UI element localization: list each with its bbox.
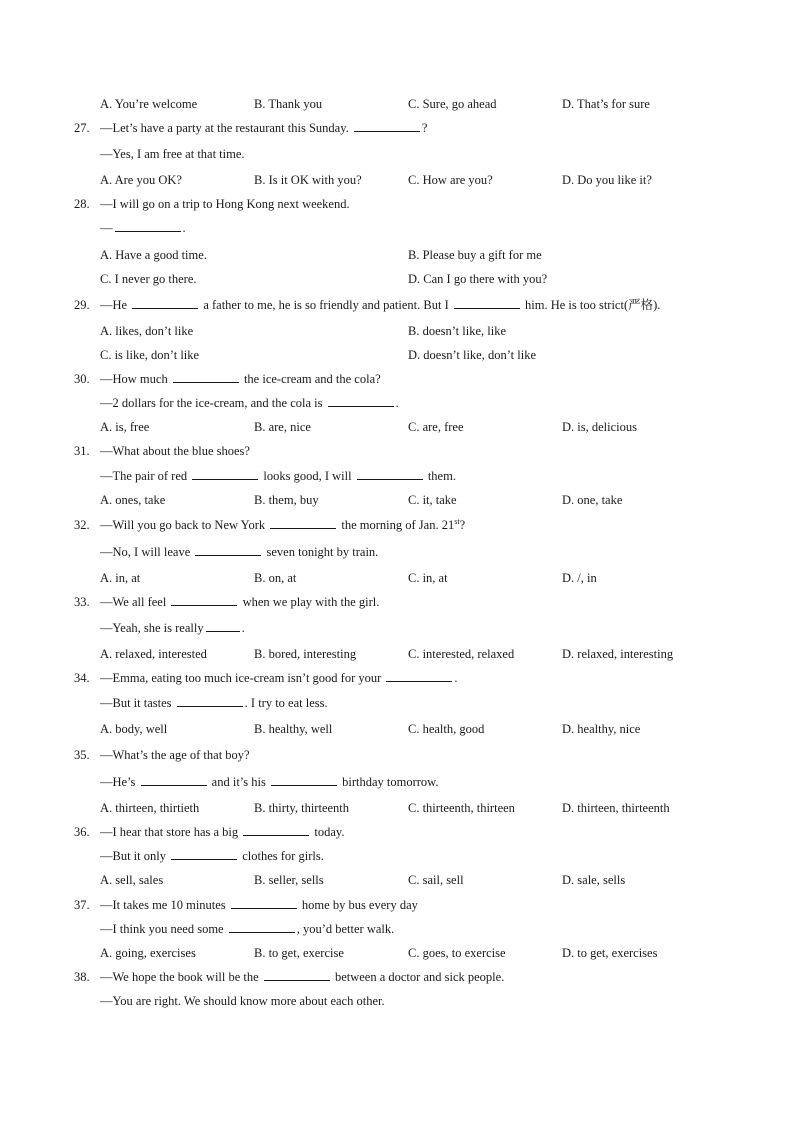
q29-options-row1 xyxy=(0,322,794,340)
q28-option-b[interactable]: B. Please buy a gift for me xyxy=(408,248,542,262)
q34-period: . xyxy=(454,671,458,685)
q28-option-c[interactable]: C. I never go there. xyxy=(100,272,197,286)
q29-option-d[interactable]: D. doesn’t like, don’t like xyxy=(408,348,536,362)
q37-text-a: —It takes me 10 minutes xyxy=(100,898,226,912)
q31-text-c: them. xyxy=(427,469,456,483)
q31-line2 xyxy=(0,467,794,485)
q34-response-b: . I try to eat less. xyxy=(244,696,328,710)
q31-blank-2[interactable] xyxy=(357,467,423,480)
q35-option-a[interactable]: A. thirteen, thirtieth xyxy=(100,801,200,815)
q35-text-b: and it’s his xyxy=(211,775,266,789)
q36-option-c[interactable]: C. sail, sell xyxy=(408,873,464,887)
q35-option-d[interactable]: D. thirteen, thirteenth xyxy=(562,801,670,815)
q28-option-d[interactable]: D. Can I go there with you? xyxy=(408,272,548,286)
q27-options xyxy=(0,171,794,189)
q33-response: —Yeah, she is really xyxy=(100,621,204,635)
q35-text-c: birthday tomorrow. xyxy=(342,775,439,789)
q32-text-c: ? xyxy=(459,518,466,532)
q37-response-a: —I think you need some xyxy=(100,922,224,936)
q37-blank-2[interactable] xyxy=(229,920,295,933)
q27-option-c[interactable]: C. How are you? xyxy=(408,173,493,187)
q34-text: —Emma, eating too much ice-cream isn’t good for your xyxy=(100,671,382,685)
q36-line1 xyxy=(0,823,794,841)
q31-option-d[interactable]: D. one, take xyxy=(562,493,623,507)
q37-option-b[interactable]: B. to get, exercise xyxy=(254,946,344,960)
q37-option-a[interactable]: A. going, exercises xyxy=(100,946,196,960)
q33-line2 xyxy=(0,619,794,637)
q38-number: 38. xyxy=(74,970,90,984)
q28-period: . xyxy=(182,221,186,235)
q38-response: —You are right. We should know more about each other. xyxy=(100,994,385,1008)
q34-option-d[interactable]: D. healthy, nice xyxy=(562,722,641,736)
q32-number: 32. xyxy=(74,518,90,532)
q38-text-a: —We hope the book will be the xyxy=(100,970,259,984)
q31-option-b[interactable]: B. them, buy xyxy=(254,493,319,507)
q36-options xyxy=(0,871,794,889)
q35-option-c[interactable]: C. thirteenth, thirteen xyxy=(408,801,515,815)
q34-options xyxy=(0,720,794,738)
q34-blank-1[interactable] xyxy=(386,669,452,682)
q35-option-b[interactable]: B. thirty, thirteenth xyxy=(254,801,350,815)
q32-superscript: st xyxy=(454,516,460,526)
q29-option-c[interactable]: C. is like, don’t like xyxy=(100,348,200,362)
q32-option-d[interactable]: D. /, in xyxy=(562,571,597,585)
q32-line2 xyxy=(0,543,794,561)
q27-text-end: ? xyxy=(421,121,428,135)
q29-text-a: —He xyxy=(100,298,128,312)
q33-text-b: when we play with the girl. xyxy=(242,595,380,609)
q37-text-b: home by bus every day xyxy=(301,898,418,912)
q31-options xyxy=(0,491,794,509)
q26-option-b[interactable]: B. Thank you xyxy=(254,97,323,111)
q36-option-d[interactable]: D. sale, sells xyxy=(562,873,626,887)
q36-blank-1[interactable] xyxy=(243,823,309,836)
q34-response-a: —But it tastes xyxy=(100,696,172,710)
q27-option-a[interactable]: A. Are you OK? xyxy=(100,173,182,187)
q33-blank-1[interactable] xyxy=(171,593,237,606)
q27-option-d[interactable]: D. Do you like it? xyxy=(562,173,652,187)
q38-blank[interactable] xyxy=(264,968,330,981)
q30-line2 xyxy=(0,394,794,412)
q28-options-row2 xyxy=(0,270,794,288)
q37-blank-1[interactable] xyxy=(231,896,297,909)
q34-option-c[interactable]: C. health, good xyxy=(408,722,485,736)
q31-text-a: —The pair of red xyxy=(100,469,188,483)
q37-option-d[interactable]: D. to get, exercises xyxy=(562,946,658,960)
q28-dash: — xyxy=(100,221,113,235)
q30-line1 xyxy=(0,370,794,388)
q29-options-row2 xyxy=(0,346,794,364)
q29-option-b[interactable]: B. doesn’t like, like xyxy=(408,324,507,338)
q35-text: —What’s the age of that boy? xyxy=(100,748,250,762)
q36-number: 36. xyxy=(74,825,90,839)
q27-text: —Let’s have a party at the restaurant this Sunday. xyxy=(100,121,349,135)
q33-number: 33. xyxy=(74,595,90,609)
q29-blank-2[interactable] xyxy=(454,296,520,309)
q32-text-b: the morning of Jan. 21 xyxy=(341,518,455,532)
q37-line2 xyxy=(0,920,794,938)
q35-number: 35. xyxy=(74,748,90,762)
q30-text-b: the ice-cream and the cola? xyxy=(243,372,381,386)
q31-blank-1[interactable] xyxy=(192,467,258,480)
q27-number: 27. xyxy=(74,121,90,135)
q32-response-b: seven tonight by train. xyxy=(266,545,379,559)
q32-options xyxy=(0,569,794,587)
q30-blank-2[interactable] xyxy=(328,394,394,407)
q33-blank-2[interactable] xyxy=(206,619,240,632)
q32-option-c[interactable]: C. in, at xyxy=(408,571,448,585)
q38-line1 xyxy=(0,968,794,986)
q26-options xyxy=(0,95,794,113)
q29-line1 xyxy=(0,296,794,314)
q29-blank-1[interactable] xyxy=(132,296,198,309)
q36-text-a: —I hear that store has a big xyxy=(100,825,239,839)
q36-blank-2[interactable] xyxy=(171,847,237,860)
q33-option-d[interactable]: D. relaxed, interesting xyxy=(562,647,674,661)
q33-options xyxy=(0,645,794,663)
q36-response-b: clothes for girls. xyxy=(242,849,324,863)
q35-blank-1[interactable] xyxy=(141,773,207,786)
q38-line2 xyxy=(0,992,794,1010)
q30-options xyxy=(0,418,794,436)
q33-line1 xyxy=(0,593,794,611)
q30-number: 30. xyxy=(74,372,90,386)
q27-option-b[interactable]: B. Is it OK with you? xyxy=(254,173,362,187)
q26-option-a[interactable]: A. You’re welcome xyxy=(100,97,198,111)
q33-period: . xyxy=(241,621,245,635)
q27-line2 xyxy=(0,145,794,163)
q36-option-b[interactable]: B. seller, sells xyxy=(254,873,324,887)
q32-line1 xyxy=(0,516,794,534)
q37-number: 37. xyxy=(74,898,90,912)
q32-blank-2[interactable] xyxy=(195,543,261,556)
q32-option-b[interactable]: B. on, at xyxy=(254,571,297,585)
q37-response-b: , you’d better walk. xyxy=(296,922,395,936)
q28-line1 xyxy=(0,195,794,213)
q30-option-b[interactable]: B. are, nice xyxy=(254,420,311,434)
q32-text-a: —Will you go back to New York xyxy=(100,518,266,532)
q26-option-c[interactable]: C. Sure, go ahead xyxy=(408,97,497,111)
q28-line2 xyxy=(0,219,794,237)
q30-period: . xyxy=(395,396,399,410)
q31-line1 xyxy=(0,442,794,460)
q31-text: —What about the blue shoes? xyxy=(100,444,250,458)
q36-option-a[interactable]: A. sell, sales xyxy=(100,873,164,887)
q37-option-c[interactable]: C. goes, to exercise xyxy=(408,946,506,960)
q30-option-c[interactable]: C. are, free xyxy=(408,420,464,434)
q36-text-b: today. xyxy=(314,825,345,839)
q33-option-a[interactable]: A. relaxed, interested xyxy=(100,647,207,661)
q34-number: 34. xyxy=(74,671,90,685)
q27-response: —Yes, I am free at that time. xyxy=(100,147,245,161)
q34-option-b[interactable]: B. healthy, well xyxy=(254,722,333,736)
q36-line2 xyxy=(0,847,794,865)
q30-option-d[interactable]: D. is, delicious xyxy=(562,420,637,434)
q30-option-a[interactable]: A. is, free xyxy=(100,420,150,434)
q29-option-a[interactable]: A. likes, don’t like xyxy=(100,324,194,338)
q34-blank-2[interactable] xyxy=(177,694,243,707)
q29-text-c: him. He is too strict(严格). xyxy=(525,298,661,312)
q34-line2 xyxy=(0,694,794,712)
q38-text-b: between a doctor and sick people. xyxy=(334,970,505,984)
q27-blank[interactable] xyxy=(354,119,420,132)
q30-text-a: —How much xyxy=(100,372,168,386)
q35-line1 xyxy=(0,746,794,764)
q28-text: —I will go on a trip to Hong Kong next weekend. xyxy=(100,197,350,211)
q35-blank-2[interactable] xyxy=(271,773,337,786)
q31-text-b: looks good, I will xyxy=(263,469,352,483)
q28-number: 28. xyxy=(74,197,90,211)
q32-option-a[interactable]: A. in, at xyxy=(100,571,141,585)
q28-options-row1 xyxy=(0,246,794,264)
q35-line2 xyxy=(0,773,794,791)
q37-options xyxy=(0,944,794,962)
q31-option-c[interactable]: C. it, take xyxy=(408,493,457,507)
q33-option-c[interactable]: C. interested, relaxed xyxy=(408,647,515,661)
q27-line1 xyxy=(0,119,794,137)
q37-line1 xyxy=(0,896,794,914)
q28-option-a[interactable]: A. Have a good time. xyxy=(100,248,207,262)
q33-option-b[interactable]: B. bored, interesting xyxy=(254,647,357,661)
q33-text-a: —We all feel xyxy=(100,595,167,609)
q31-number: 31. xyxy=(74,444,90,458)
q36-response-a: —But it only xyxy=(100,849,166,863)
q30-blank-1[interactable] xyxy=(173,370,239,383)
q32-response-a: —No, I will leave xyxy=(100,545,191,559)
q29-number: 29. xyxy=(74,298,90,312)
q35-text-a: —He’s xyxy=(100,775,136,789)
q28-blank[interactable] xyxy=(115,219,181,232)
q34-line1 xyxy=(0,669,794,687)
q32-blank-1[interactable] xyxy=(270,516,336,529)
q26-option-d[interactable]: D. That’s for sure xyxy=(562,97,650,111)
q29-text-b: a father to me, he is so friendly and patient. But I xyxy=(203,298,449,312)
q30-response: —2 dollars for the ice-cream, and the cola is xyxy=(100,396,323,410)
q34-option-a[interactable]: A. body, well xyxy=(100,722,168,736)
q35-options xyxy=(0,799,794,817)
q31-option-a[interactable]: A. ones, take xyxy=(100,493,166,507)
